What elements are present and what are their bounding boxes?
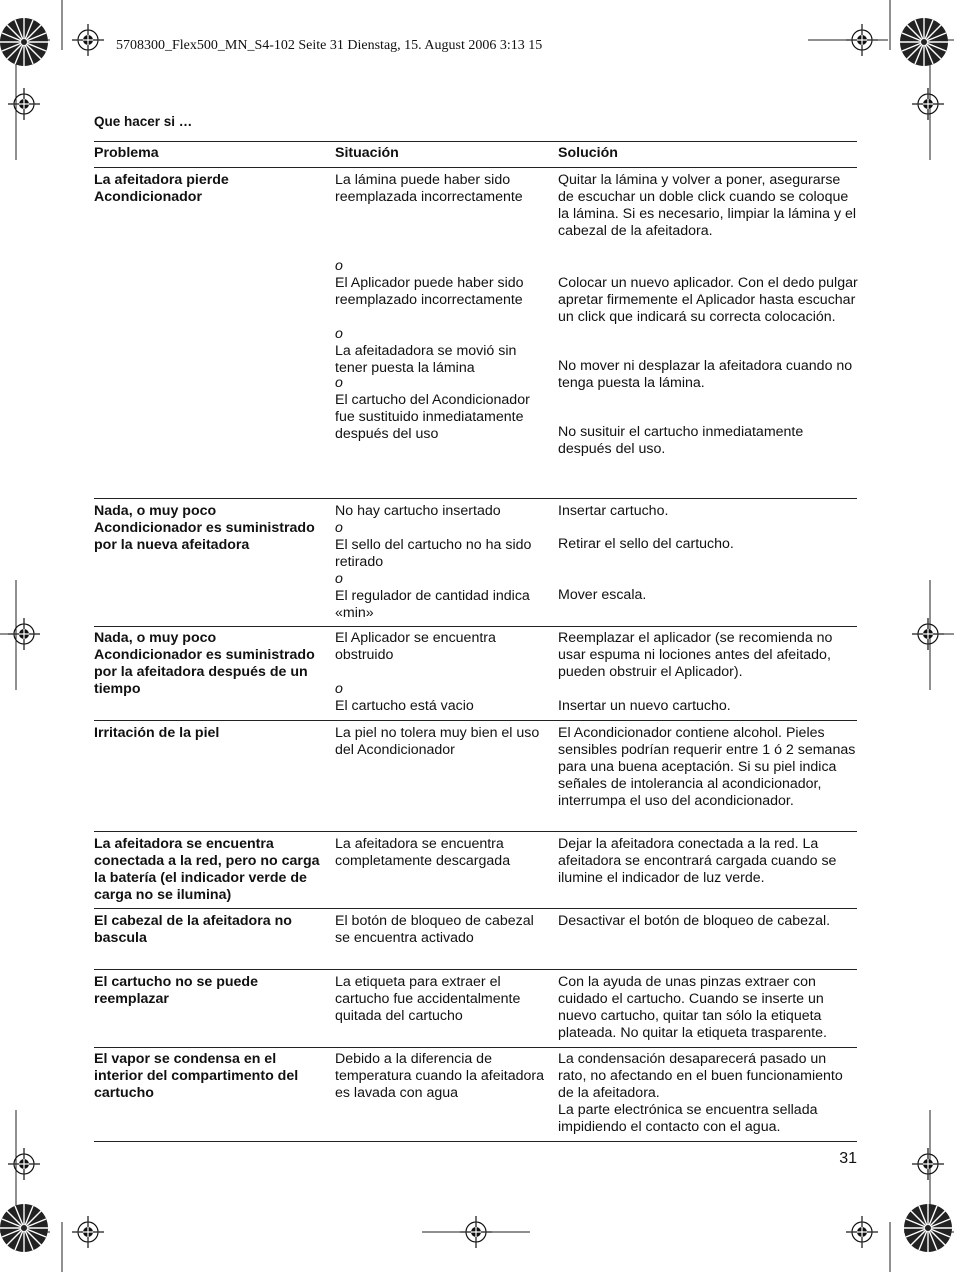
solution-text: La condensación desaparecerá pasado un rato, no afectando en el buen funcionamiento de la afeitadora. [558, 1051, 843, 1101]
situation-cell: El botón de bloqueo de cabezal se encuentra activado [335, 913, 534, 946]
solution-text: Retirar el sello del cartucho. [558, 536, 734, 552]
row-divider [94, 831, 857, 832]
or-separator: o [335, 258, 343, 274]
situation-text: No hay cartucho insertado [335, 503, 501, 519]
problem-cell: El cabezal de la afeitadora no bascula [94, 913, 292, 946]
situation-cell [335, 172, 549, 443]
solution-text: Insertar cartucho. [558, 503, 669, 519]
row-divider [94, 720, 857, 721]
column-header-problema: Problema [94, 145, 159, 161]
or-separator: o [335, 571, 343, 587]
or-separator: o [335, 520, 343, 536]
solution-cell: Dejar la afeitadora conectada a la red. La afeitadora se encontrará cargada cuando se ilumine el indicador de luz verde. [558, 836, 837, 886]
column-header-solucion: Solución [558, 145, 618, 161]
situation-cell: La piel no tolera muy bien el uso del Acondicionador [335, 725, 540, 758]
problem-cell: Nada, o muy poco Acondicionador es suministrado por la afeitadora después de un tiempo [94, 630, 315, 697]
situation-text: La lámina puede haber sido reemplazada incorrectamente [335, 172, 523, 205]
solution-text: Reemplazar el aplicador (se recomienda no usar espuma ni lociones antes del afeitado, pueden obstruir el Aplicador). [558, 630, 833, 680]
situation-text: El sello del cartucho no ha sido retirado [335, 537, 532, 570]
problem-cell: El cartucho no se puede reemplazar [94, 974, 258, 1007]
row-divider [94, 908, 857, 909]
problem-cell: La afeitadora pierde Acondicionador [94, 172, 229, 205]
solution-text: La parte electrónica se encuentra sellada impidiendo el contacto con el agua. [558, 1102, 818, 1135]
problem-cell: Nada, o muy poco Acondicionador es suministrado por la nueva afeitadora [94, 503, 315, 553]
situation-text: El cartucho del Acondicionador fue sustituido inmediatamente después del uso [335, 392, 530, 442]
solution-text: Mover escala. [558, 587, 647, 603]
solution-cell [558, 1051, 858, 1136]
row-divider [94, 1047, 857, 1048]
or-separator: o [335, 375, 343, 391]
problem-cell: La afeitadora se encuentra conectada a la red, pero no carga la batería (el indicador verde de carga no se ilumina) [94, 836, 320, 903]
solution-text: No susituir el cartucho inmediatamente después del uso. [558, 424, 804, 457]
situation-text: El Aplicador puede haber sido reemplazado incorrectamente [335, 275, 524, 308]
situation-cell: La etiqueta para extraer el cartucho fue accidentalmente quitada del cartucho [335, 974, 521, 1024]
table-header-rule [94, 167, 857, 168]
solution-cell [558, 630, 858, 715]
solution-cell: Desactivar el botón de bloqueo de cabezal. [558, 913, 831, 929]
situation-cell: La afeitadora se encuentra completamente descargada [335, 836, 511, 869]
situation-cell [335, 503, 549, 622]
solution-cell: El Acondicionador contiene alcohol. Pieles sensibles podrían requerir entre 1 ó 2 semanas para una buena aceptación. Si su piel indica señales de intolerancia al acondicionador, interrumpa el uso del acondicionador. [558, 725, 856, 809]
problem-cell: El vapor se condensa en el interior del compartimento del cartucho [94, 1051, 299, 1101]
table-top-rule [94, 141, 857, 142]
problem-cell: Irritación de la piel [94, 725, 220, 741]
section-title: Que hacer si … [94, 114, 193, 129]
situation-cell [335, 630, 549, 715]
solution-cell [558, 172, 858, 458]
row-divider [94, 969, 857, 970]
row-divider [94, 498, 857, 499]
row-divider [94, 626, 857, 627]
situation-text: La afeitadadora se movió sin tener puesta la lámina [335, 343, 517, 376]
print-slug: 5708300_Flex500_MN_S4-102 Seite 31 Dienstag, 15. August 2006 3:13 15 [116, 38, 543, 53]
solution-text: Insertar un nuevo cartucho. [558, 698, 731, 714]
solution-text: No mover ni desplazar la afeitadora cuando no tenga puesta la lámina. [558, 358, 853, 391]
page-number: 31 [839, 1150, 857, 1167]
solution-text: Colocar un nuevo aplicador. Con el dedo pulgar apretar firmemente el Aplicador hasta escuchar un click que indicará su correcta colocación. [558, 275, 858, 325]
situation-text: El regulador de cantidad indica «min» [335, 588, 530, 621]
solution-text: Quitar la lámina y volver a poner, asegurarse de escuchar un doble click cuando se coloque la lámina. Si es necesario, limpiar la lámina y el cabezal de la afeitadora. [558, 172, 857, 239]
or-separator: o [335, 326, 343, 342]
situation-text: El Aplicador se encuentra obstruido [335, 630, 496, 663]
column-header-situacion: Situación [335, 145, 399, 161]
or-separator: o [335, 681, 343, 697]
situation-text: El cartucho está vacio [335, 698, 474, 714]
situation-cell: Debido a la diferencia de temperatura cuando la afeitadora es lavada con agua [335, 1051, 545, 1101]
solution-cell [558, 503, 858, 604]
table-bottom-rule [94, 1141, 857, 1142]
solution-cell: Con la ayuda de unas pinzas extraer con cuidado el cartucho. Cuando se inserte un nuevo cartucho, quitar tan sólo la etiqueta plateada. No quitar la etiqueta trasparente. [558, 974, 827, 1041]
